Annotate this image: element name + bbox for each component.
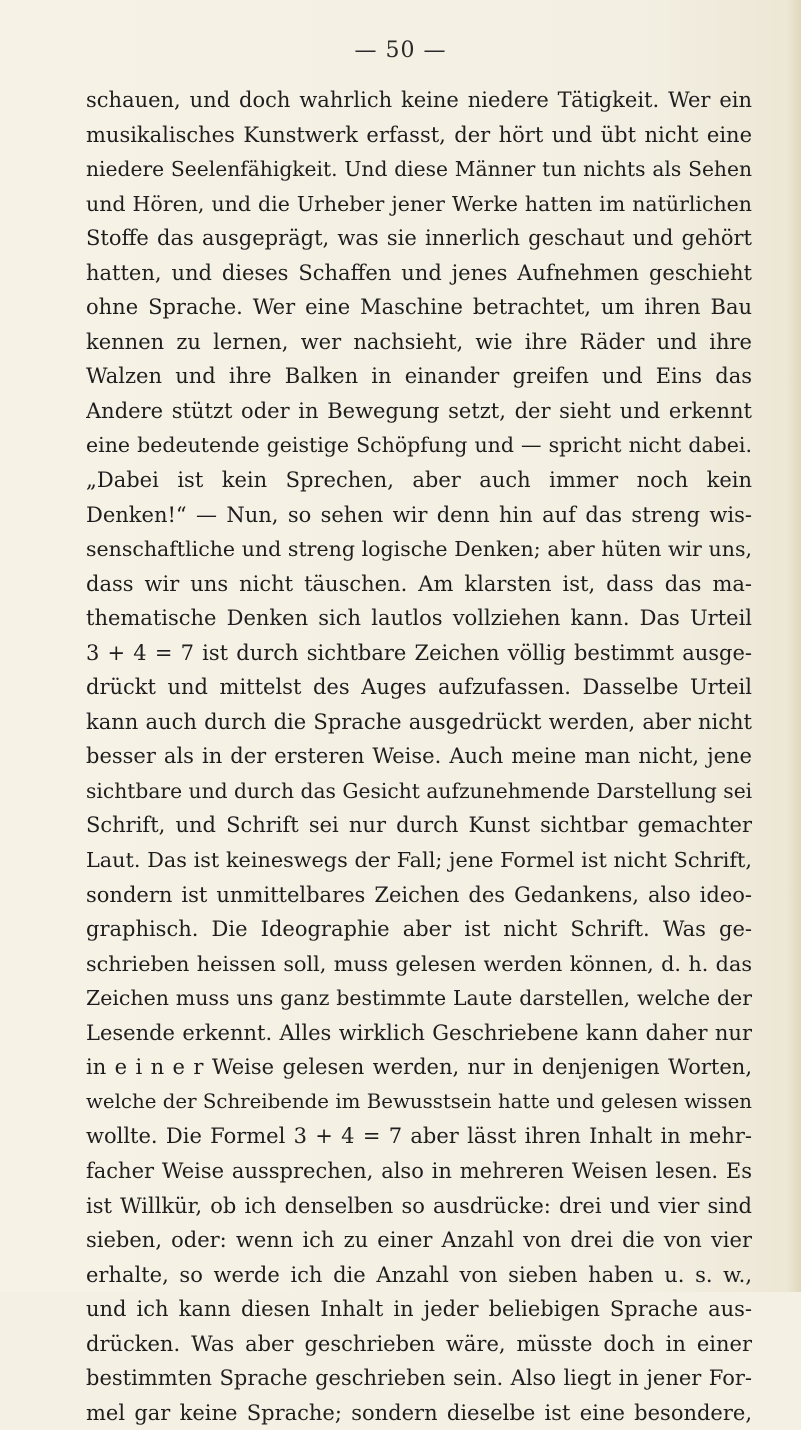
text-line: schauen, und doch wahrlich keine niedere Tätigkeit. Wer ein [86, 88, 752, 112]
text-line: kennen zu lernen, wer nachsieht, wie ihre Räder und ihre [86, 329, 752, 354]
body-text [86, 83, 752, 1430]
text-line: 3 + 4 = 7 ist durch sichtbare Zeichen völlig bestimmt ausge- [86, 640, 752, 665]
text-line: drückt und mittelst des Auges aufzufassen. Dasselbe Urteil [86, 675, 752, 700]
text-line: eine bedeutende geistige Schöpfung und — spricht nicht dabei. [86, 433, 752, 458]
text-line: sichtbare und durch das Gesicht aufzunehmende Darstellung sei [86, 778, 752, 803]
text-line: drücken. Was aber geschrieben wäre, müsste doch in einer [86, 1331, 752, 1356]
text-line: graphisch. Die Ideographie aber ist nicht Schrift. Was ge- [86, 917, 752, 942]
text-line: ist Willkür, ob ich denselben so ausdrücke: drei und vier sind [86, 1193, 752, 1218]
text-line: Andere stützt oder in Bewegung setzt, der sieht und erkennt [86, 398, 752, 423]
text-line: Stoffe das ausgeprägt, was sie innerlich geschaut und gehört [86, 226, 752, 251]
text-line: ohne Sprache. Wer eine Maschine betrachtet, um ihren Bau [86, 295, 752, 320]
text-line: besser als in der ersteren Weise. Auch meine man nicht, jene [86, 744, 752, 769]
text-line: Zeichen muss uns ganz bestimmte Laute darstellen, welche der [86, 986, 752, 1011]
text-line: „Dabei ist kein Sprechen, aber auch immer noch kein [86, 468, 752, 493]
text-line: Denken!“ — Nun, so sehen wir denn hin auf das streng wis- [86, 502, 752, 527]
text-line: wollte. Die Formel 3 + 4 = 7 aber lässt ihren Inhalt in mehr- [86, 1124, 752, 1149]
text-line: Lesende erkennt. Alles wirklich Geschriebene kann daher nur [86, 1020, 752, 1045]
text-line: und ich kann diesen Inhalt in jeder beliebigen Sprache aus- [86, 1297, 752, 1322]
page-number: — 50 — [354, 38, 447, 63]
text-line: facher Weise aussprechen, also in mehreren Weisen lesen. Es [86, 1158, 752, 1183]
text-line: kann auch durch die Sprache ausgedrückt werden, aber nicht [86, 709, 752, 734]
text-line: Walzen und ihre Balken in einander greifen und Eins das [86, 364, 752, 389]
text-line: musikalisches Kunstwerk erfasst, der hört und übt nicht eine [86, 122, 752, 147]
text-line: sondern ist unmittelbares Zeichen des Gedankens, also ideo- [86, 882, 752, 907]
text-line: in e i n e r Weise gelesen werden, nur in denjenigen Worten, [86, 1055, 752, 1080]
text-line: sieben, oder: wenn ich zu einer Anzahl von drei die von vier [86, 1228, 752, 1253]
text-line: dass wir uns nicht täuschen. Am klarsten ist, dass das ma- [86, 571, 752, 596]
text-line: erhalte, so werde ich die Anzahl von sieben haben u. s. w., [86, 1262, 752, 1287]
page-edge-shadow [787, 0, 801, 1292]
text-line: mel gar keine Sprache; sondern dieselbe ist eine besondere, [86, 1400, 752, 1425]
text-line: und Hören, und die Urheber jener Werke hatten im natürlichen [86, 191, 752, 216]
text-line: senschaftliche und streng logische Denken; aber hüten wir uns, [86, 537, 752, 562]
text-line: niedere Seelenfähigkeit. Und diese Männer tun nichts als Sehen [86, 157, 752, 182]
text-line: welche der Schreibende im Bewusstsein hatte und gelesen wissen [86, 1089, 752, 1113]
text-line: bestimmten Sprache geschrieben sein. Also liegt in jener For- [86, 1366, 752, 1391]
text-line: hatten, und dieses Schaffen und jenes Aufnehmen geschieht [86, 260, 752, 285]
text-line: Schrift, und Schrift sei nur durch Kunst sichtbar gemachter [86, 813, 752, 838]
text-line: schrieben heissen soll, muss gelesen werden können, d. h. das [86, 951, 752, 976]
text-line: thematische Denken sich lautlos vollziehen kann. Das Urteil [86, 606, 752, 631]
text-line: Laut. Das ist keineswegs der Fall; jene Formel ist nicht Schrift, [86, 848, 752, 873]
